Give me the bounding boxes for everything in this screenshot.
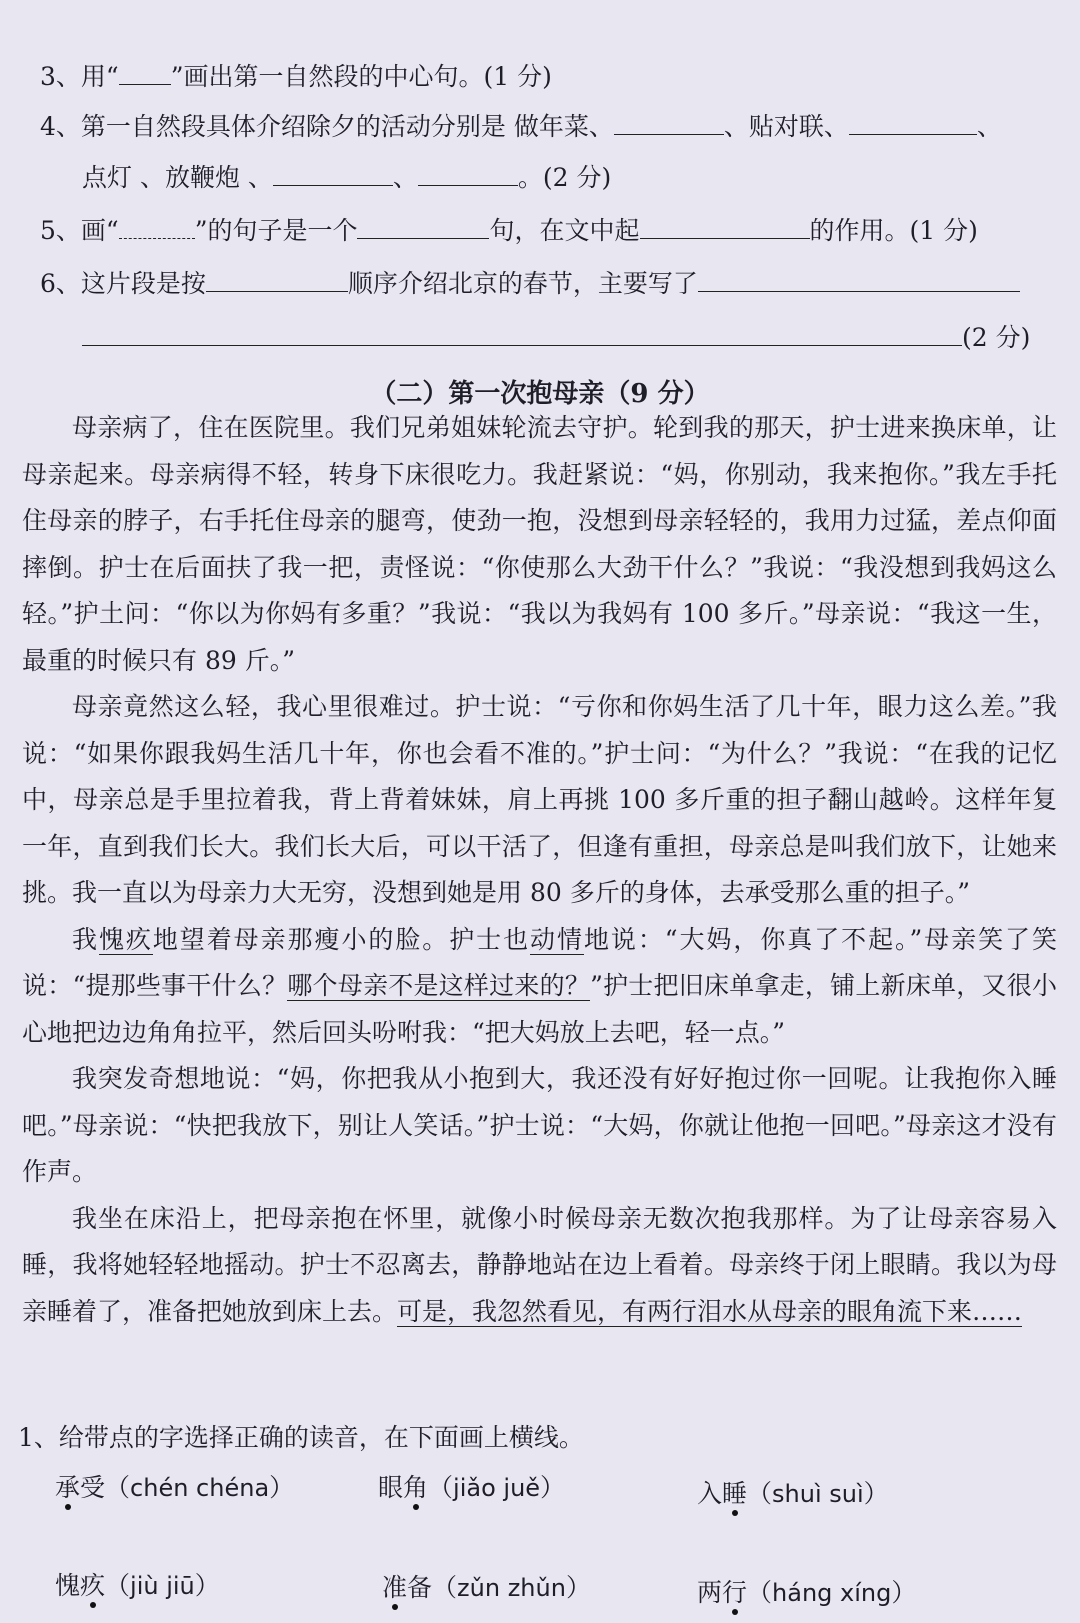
p3-text-c: 地望着母亲那瘦小的脸。护士也 <box>152 924 531 954</box>
q6-blank-3[interactable] <box>82 321 962 346</box>
pinyin-item-3 <box>697 1474 889 1510</box>
paren: （ <box>105 1571 131 1600</box>
p3-text-g: ”护士把旧床单拿走，铺上新床单，又很小心地把边边角角拉平，然后回头吩咐我：“把大妈放上去吧，轻一点。” <box>22 971 1057 1047</box>
pinyin-item-2 <box>378 1468 565 1504</box>
char: 入 <box>697 1479 723 1508</box>
q5-text-c: 句，在文中起 <box>489 216 640 245</box>
dotted-char: 疚 <box>80 1571 106 1600</box>
char: 受 <box>80 1473 106 1502</box>
paren: （ <box>747 1479 773 1508</box>
p3-underlined-word-2: 动情 <box>530 924 584 954</box>
paren: ） <box>194 1571 220 1600</box>
pinyin-item-1 <box>55 1468 294 1504</box>
q4-blank-4[interactable] <box>418 161 518 186</box>
paren: ） <box>891 1578 917 1607</box>
paren: （ <box>105 1473 131 1502</box>
question-6-line2 <box>82 318 1030 358</box>
dotted-char: 角 <box>403 1473 429 1502</box>
dotted-char: 承 <box>55 1473 81 1502</box>
q4-text-f: 。(2 分) <box>517 163 612 192</box>
q5-blank-2[interactable] <box>640 214 810 239</box>
paren: （ <box>428 1473 454 1502</box>
p3-text-e: 地说：“大妈，你真了不起。”母亲笑了笑说：“提那些事干什么？ <box>22 924 1057 1000</box>
pinyin-item-6 <box>697 1573 916 1609</box>
p5-text-a: 我坐在床沿上，把母亲抱在怀里，就像小时候母亲无数次抱我那样。为了让母亲容易入睡，我将她轻轻地摇动。护士不忍离去，静静地站在边上看着。母亲终于闭上眼睛。我以为母亲睡着了，准备把她放到床上去。 <box>22 1203 1057 1326</box>
q6-blank-2[interactable] <box>698 267 1020 292</box>
paren: ） <box>269 1473 295 1502</box>
q4-blank-2[interactable] <box>849 110 977 135</box>
q5-text-d: 的作用。(1 分) <box>809 216 978 245</box>
paren: ） <box>565 1573 591 1602</box>
pinyin-item-5 <box>382 1568 591 1604</box>
paragraph-1: 母亲病了，住在医院里。我们兄弟姐妹轮流去守护。轮到我的那天，护士进来换床单，让母亲起来。母亲病得不轻，转身下床很吃力。我赶紧说：“妈，你别动，我来抱你。”我左手托住母亲的脖子，右手托住母亲的腿弯，使劲一抱，没想到母亲轻轻的，我用力过猛，差点仰面摔倒。护士在后面扶了我一把，责怪说：“你使那么大劲干什么？”我说：“我没想到我妈这么轻。”护土问：“你以为你妈有多重？”我说：“我以为我妈有 100 多斤。”母亲说：“我这一生，最重的时候只有 89 斤。” <box>22 413 1057 675</box>
pinyin-options[interactable]: háng xíng <box>772 1579 892 1607</box>
question-4-line2 <box>82 158 611 198</box>
q5-text-a: 5、画“ <box>40 216 119 245</box>
question-6 <box>40 264 1020 304</box>
char: 两 <box>697 1578 723 1607</box>
pinyin-options[interactable]: jiǎo juě <box>453 1474 541 1502</box>
question-5 <box>40 211 978 251</box>
q6-text-b: 顺序介绍北京的春节，主要写了 <box>347 269 698 298</box>
q4-text-a: 4、第一自然段具体介绍除夕的活动分别是 做年菜、 <box>40 112 614 141</box>
pinyin-options[interactable]: chén chéna <box>130 1474 270 1502</box>
q6-text-a: 6、这片段是按 <box>40 269 206 298</box>
paren: ） <box>863 1479 889 1508</box>
pinyin-options[interactable]: shuì suì <box>772 1480 864 1508</box>
passage <box>22 405 1057 1335</box>
dotted-char: 睡 <box>722 1479 748 1508</box>
q5-text-b: ”的句子是一个 <box>194 216 358 245</box>
paragraph-2: 母亲竟然这么轻，我心里很难过。护士说：“亏你和你妈生活了几十年，眼力这么差。”我说：“如果你跟我妈生活几十年，你也会看不准的。”护士问：“为什么？”我说：“在我的记忆中，母亲总是手里拉着我，背上背着妹妹，肩上再挑 100 多斤重的担子翻山越岭。这样年复一年，直到我们长大。我们长大后，可以干活了，但逢有重担，母亲总是叫我们放下，让她来挑。我一直以为母亲力大无穷，没想到她是用 80 多斤的身体，去承受那么重的担子。” <box>22 692 1057 907</box>
p5-underlined-sentence: 可是，我忽然看见，有两行泪水从母亲的眼角流下来…… <box>397 1296 1023 1326</box>
q5-wavy-blank <box>119 214 195 239</box>
p3-underlined-word-1: 愧疚 <box>98 924 153 954</box>
paren: （ <box>747 1578 773 1607</box>
dotted-char: 准 <box>382 1573 408 1602</box>
pinyin-options[interactable]: jiù jiū <box>130 1572 195 1600</box>
question-3 <box>40 57 552 97</box>
q3-text-b: ”画出第一自然段的中心句。(1 分) <box>170 62 552 91</box>
pinyin-options[interactable]: zǔn zhǔn <box>457 1574 566 1602</box>
q6-score: (2 分) <box>962 323 1031 352</box>
q4-text-e: 、 <box>392 163 418 192</box>
paren: （ <box>432 1573 458 1602</box>
q4-text-b: 、贴对联、 <box>723 112 849 141</box>
p3-underlined-sentence: 哪个母亲不是这样过来的？ <box>287 971 591 1000</box>
question-1: 1、给带点的字选择正确的读音，在下面画上横线。 <box>18 1423 584 1452</box>
paren: ） <box>540 1473 566 1502</box>
char: 备 <box>407 1573 433 1602</box>
question-4-line1 <box>40 107 1002 147</box>
q4-text-d: 点灯 、放鞭炮 、 <box>82 163 273 192</box>
p3-text-a: 我 <box>72 924 99 954</box>
q3-text-a: 3、用“ <box>40 62 119 91</box>
char: 愧 <box>55 1571 81 1600</box>
paragraph-5 <box>22 1196 1057 1336</box>
q4-blank-3[interactable] <box>273 161 393 186</box>
dotted-char: 行 <box>722 1578 748 1607</box>
paragraph-3 <box>22 917 1057 1057</box>
pinyin-item-4 <box>55 1566 220 1602</box>
q3-blank[interactable] <box>119 60 171 85</box>
paragraph-4: 我突发奇想地说：“妈，你把我从小抱到大，我还没有好好抱过你一回呢。让我抱你入睡吧。”母亲说：“快把我放下，别让人笑话。”护士说：“大妈，你就让他抱一回吧。”母亲这才没有作声。 <box>22 1064 1057 1186</box>
q4-blank-1[interactable] <box>614 110 724 135</box>
q6-blank-1[interactable] <box>206 267 348 292</box>
char: 眼 <box>378 1473 404 1502</box>
q5-blank-1[interactable] <box>357 214 489 239</box>
q4-text-c: 、 <box>976 112 1002 141</box>
section-title: （二）第一次抱母亲（9 分） <box>370 379 710 409</box>
